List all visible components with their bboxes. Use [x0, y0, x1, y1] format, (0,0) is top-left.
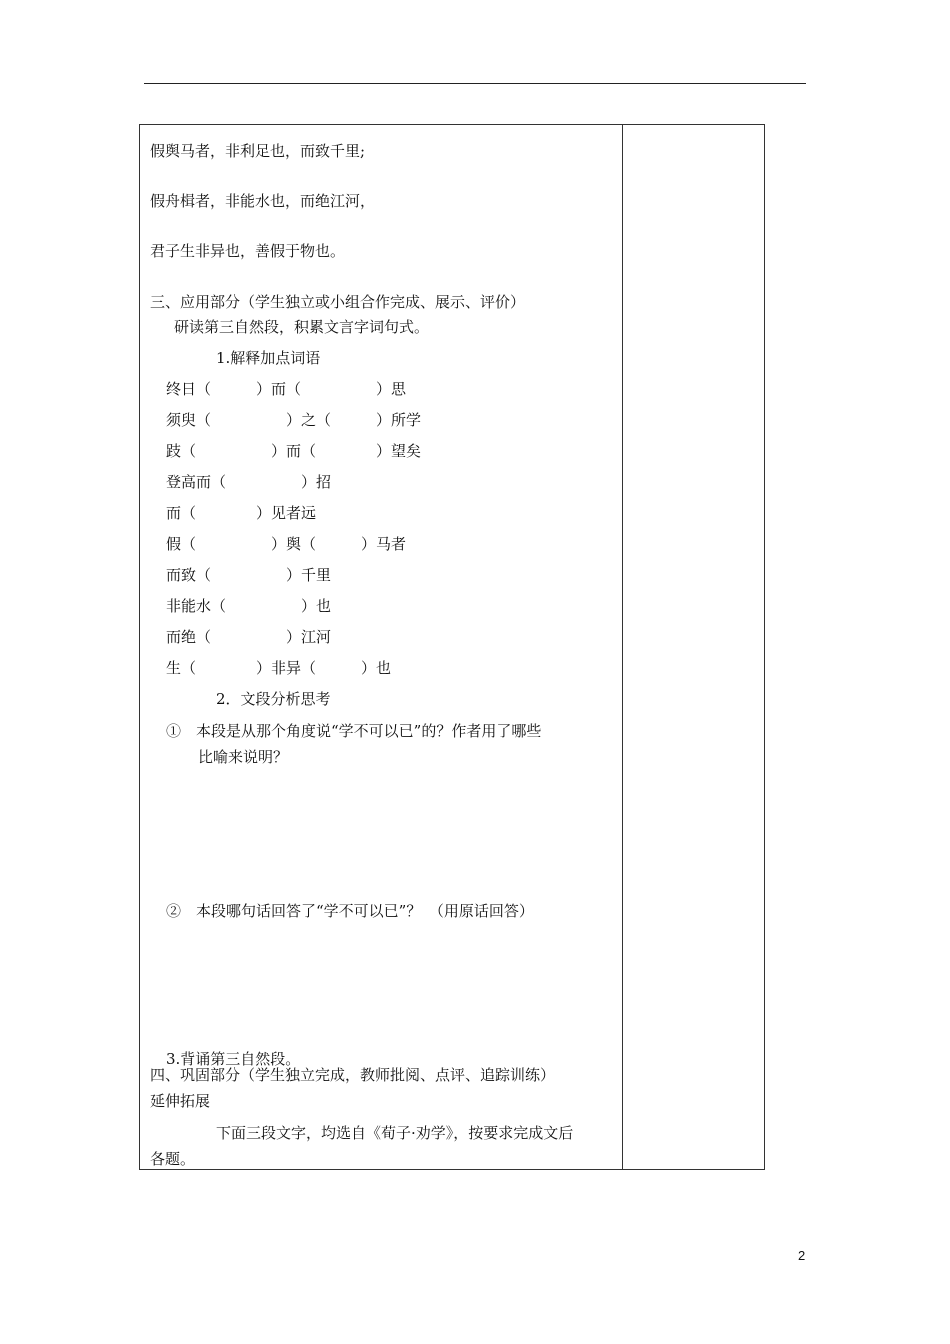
vocab-item: 非能水（ ）也 [166, 597, 332, 615]
question-1-title: 1.解释加点词语 [216, 349, 321, 367]
section-3-title: 三、应用部分（学生独立或小组合作完成、展示、评价） [150, 293, 526, 311]
text-line: 假舆马者，非利足也，而致千里; [150, 142, 366, 160]
header-rule [144, 83, 806, 84]
page-number: 2 [798, 1248, 806, 1263]
vocab-item: 而致（ ）千里 [166, 566, 332, 584]
paragraph-line: 下面三段文字，均选自《荀子·劝学》，按要求完成文后 [216, 1124, 574, 1142]
section-4-title: 四、巩固部分（学生独立完成，教师批阅、点评、追踪训练） [150, 1066, 556, 1084]
section-4-subtitle: 延伸拓展 [150, 1092, 211, 1110]
question-2a-cont: 比喻来说明？ [198, 748, 289, 766]
vocab-item: 而（ ）见者远 [166, 504, 317, 522]
vocab-item: 须臾（ ）之（ ）所学 [166, 411, 422, 429]
vocab-item: 终日（ ）而（ ）思 [166, 380, 407, 398]
question-3: 3.背诵第三自然段。 [166, 1050, 301, 1068]
paragraph-line: 各题。 [150, 1150, 196, 1168]
vocab-item: 生（ ）非异（ ）也 [166, 659, 392, 677]
column-divider [622, 124, 623, 1170]
vocab-item: 而绝（ ）江河 [166, 628, 332, 646]
question-2a: ① 本段是从那个角度说“学不可以已”的？作者用了哪些 [166, 722, 542, 740]
text-line: 君子生非异也，善假于物也。 [150, 242, 346, 260]
vocab-item: 登高而（ ）招 [166, 473, 332, 491]
question-2b: ② 本段哪句话回答了“学不可以已”？ （用原话回答） [166, 902, 534, 920]
vocab-item: 跂（ ）而（ ）望矣 [166, 442, 422, 460]
vocab-item: 假（ ）舆（ ）马者 [166, 535, 407, 553]
text-line: 假舟楫者，非能水也，而绝江河， [150, 192, 376, 210]
section-3-intro: 研读第三自然段，积累文言字词句式。 [174, 318, 430, 336]
question-2-title: 2．文段分析思考 [216, 690, 331, 708]
content-table [139, 124, 765, 1170]
